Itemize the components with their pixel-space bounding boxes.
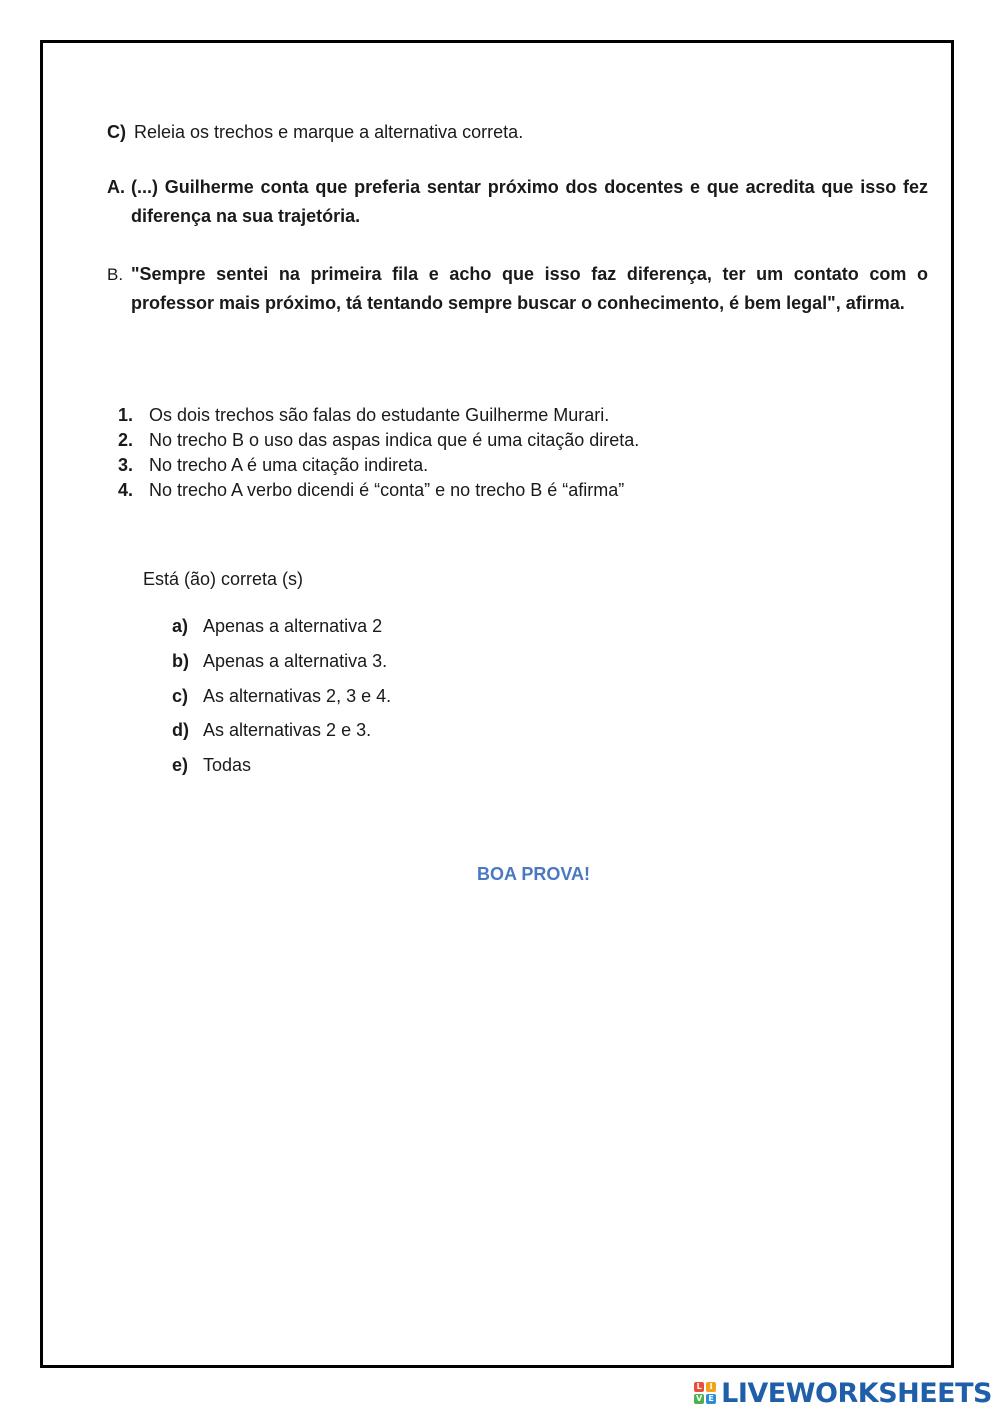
statement-item — [118, 428, 639, 453]
statement-number: 2. — [118, 430, 134, 450]
statement-item — [118, 478, 639, 503]
instruction — [107, 120, 523, 144]
option-letter: e) — [172, 755, 189, 775]
answer-option-c[interactable] — [172, 684, 391, 719]
option-text: Todas — [203, 755, 252, 775]
option-letter: a) — [172, 616, 189, 636]
answer-option-a[interactable] — [172, 614, 391, 649]
statement-text: No trecho A é uma citação indireta. — [149, 455, 429, 475]
statement-text: Os dois trechos são falas do estudante Guilherme Murari. — [149, 405, 610, 425]
statement-item — [118, 453, 639, 478]
instruction-text: Releia os trechos e marque a alternativa correta. — [134, 122, 524, 142]
excerpt-text: "Sempre sentei na primeira fila e acho que isso faz diferença, ter um contato com o professor mais próximo, tá tentando sempre buscar o conhecimento, é bem legal", afirma. — [131, 264, 928, 313]
instruction-marker: C) — [107, 122, 126, 142]
option-letter: d) — [172, 720, 189, 741]
answer-option-d[interactable] — [172, 718, 391, 753]
excerpt-label: A. — [107, 177, 125, 197]
logo-tile: L — [694, 1382, 704, 1392]
answer-option-e[interactable] — [172, 753, 391, 788]
statement-number: 4. — [118, 480, 134, 500]
brand-name: LIVEWORKSHEETS — [721, 1377, 992, 1409]
statement-number: 1. — [118, 405, 134, 425]
statement-text: No trecho B o uso das aspas indica que é uma citação direta. — [149, 430, 640, 450]
option-text: Apenas a alternativa 2 — [203, 616, 383, 636]
liveworksheets-logo-icon — [694, 1382, 716, 1404]
excerpt-a — [107, 173, 928, 231]
option-text: As alternativas 2 e 3. — [203, 720, 372, 741]
answer-option-b[interactable] — [172, 649, 391, 684]
statement-text: No trecho A verbo dicendi é “conta” e no trecho B é “afirma” — [149, 480, 625, 500]
closing-message: BOA PROVA! — [477, 864, 591, 884]
logo-tile: I — [706, 1382, 716, 1392]
excerpt-label: B. — [107, 265, 124, 284]
statement-item — [118, 403, 639, 428]
option-text: Apenas a alternativa 3. — [203, 650, 388, 671]
logo-tile: V — [696, 1394, 703, 1403]
excerpt-b — [107, 260, 928, 318]
question-prompt: Está (ão) correta (s) — [143, 569, 304, 589]
logo-tile: E — [706, 1394, 716, 1404]
option-text: As alternativas 2, 3 e 4. — [203, 685, 392, 706]
excerpt-text: (...) Guilherme conta que preferia sentar próximo dos docentes e que acredita que isso fez diferença na sua trajetória. — [131, 177, 928, 226]
statement-list — [118, 403, 639, 503]
option-letter: c) — [172, 685, 189, 706]
liveworksheets-logo[interactable] — [694, 1376, 992, 1410]
statement-number: 3. — [118, 455, 134, 475]
answer-options — [172, 614, 391, 788]
option-letter: b) — [172, 650, 189, 671]
